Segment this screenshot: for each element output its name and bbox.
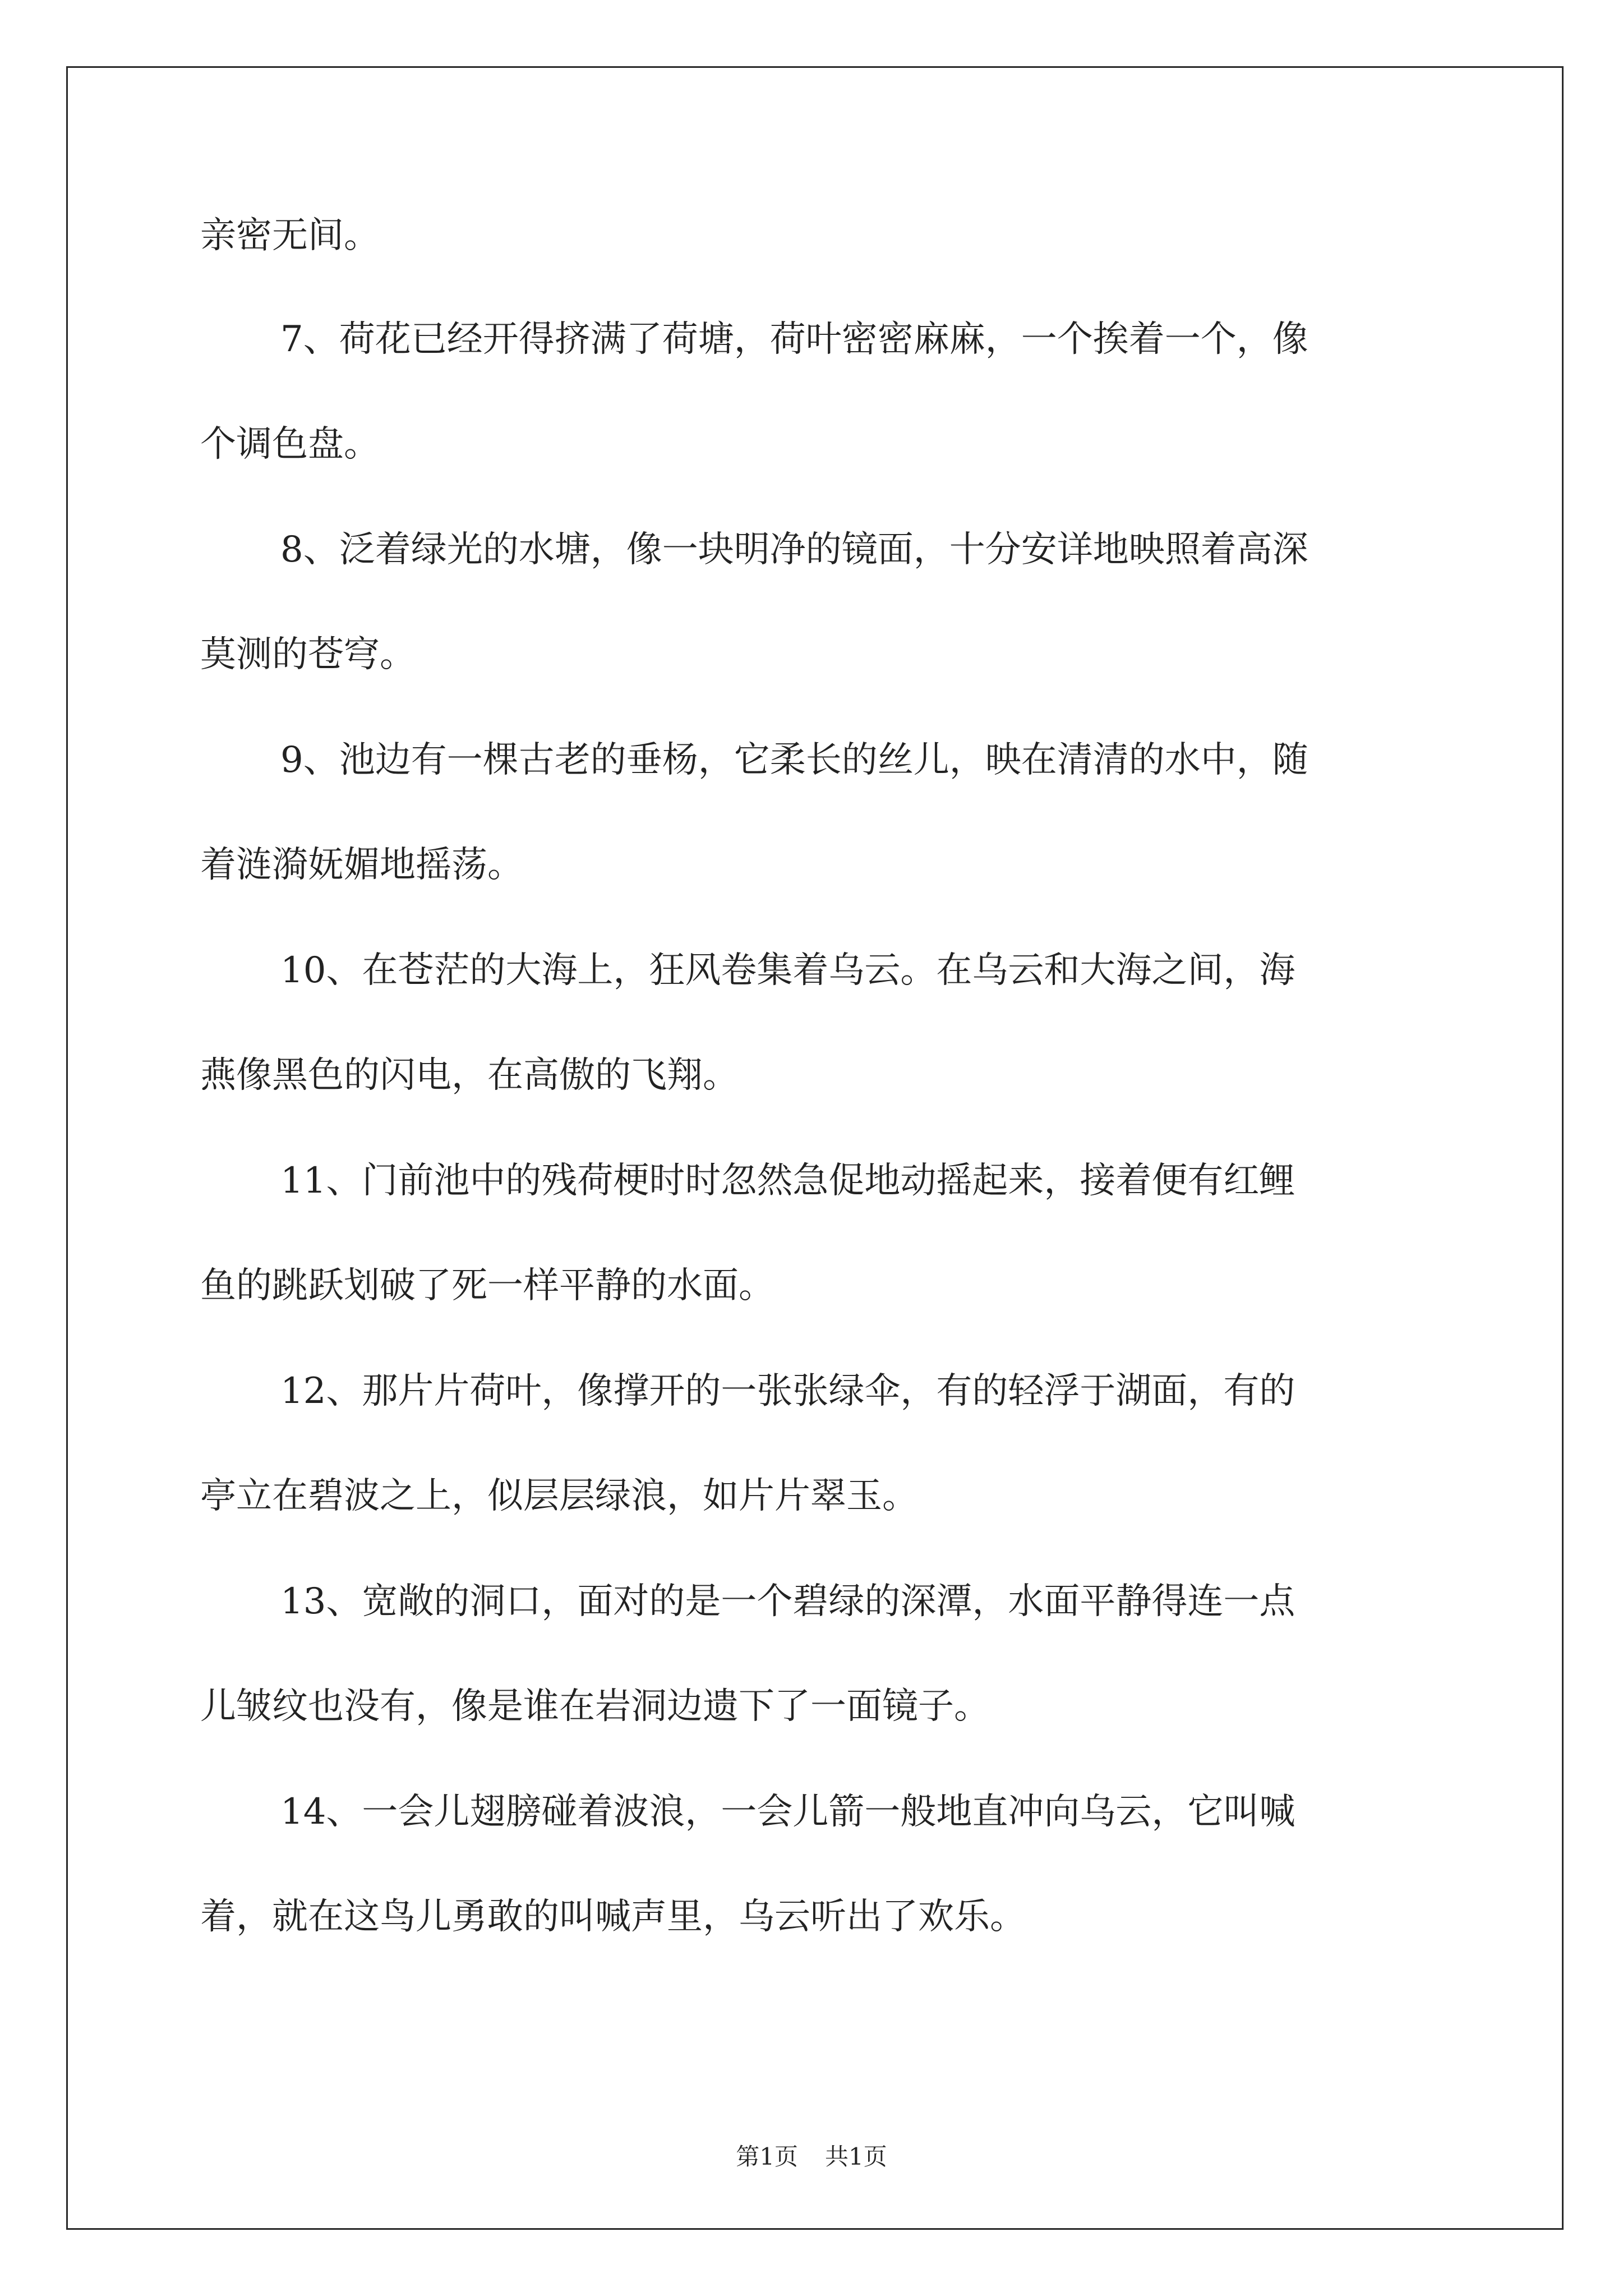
page-number-total: 共1页 xyxy=(825,2143,887,2170)
text-line: 儿皱纹也没有，像是谁在岩洞边遗下了一面镜子。 xyxy=(200,1686,990,1727)
text-line: 亲密无间。 xyxy=(200,215,380,256)
text-line: 鱼的跳跃划破了死一样平静的水面。 xyxy=(200,1265,774,1306)
text-line: 14、一会儿翅膀碰着波浪，一会儿箭一般地直冲向乌云，它叫喊 xyxy=(280,1791,1295,1833)
text-line: 8、泛着绿光的水塘，像一块明净的镜面，十分安详地映照着高深 xyxy=(280,529,1308,570)
text-line: 莫测的苍穹。 xyxy=(200,634,416,675)
page-footer xyxy=(0,2143,1623,2171)
text-line: 亭立在碧波之上，似层层绿浪，如片片翠玉。 xyxy=(200,1475,918,1517)
text-line: 个调色盘。 xyxy=(200,424,380,465)
text-line: 12、那片片荷叶，像撑开的一张张绿伞，有的轻浮于湖面，有的 xyxy=(280,1370,1295,1412)
text-line: 13、宽敞的洞口，面对的是一个碧绿的深潭，水面平静得连一点 xyxy=(280,1581,1295,1622)
text-line: 着涟漪妩媚地摇荡。 xyxy=(200,844,523,886)
text-line: 燕像黑色的闪电，在高傲的飞翔。 xyxy=(200,1055,739,1096)
page-number-current: 第1页 xyxy=(736,2143,798,2170)
text-line: 10、在苍茫的大海上，狂风卷集着乌云。在乌云和大海之间，海 xyxy=(280,950,1295,991)
text-line: 着，就在这鸟儿勇敢的叫喊声里，乌云听出了欢乐。 xyxy=(200,1896,1026,1938)
text-line: 9、池边有一棵古老的垂杨，它柔长的丝儿，映在清清的水中，随 xyxy=(280,739,1308,781)
text-line: 11、门前池中的残荷梗时时忽然急促地动摇起来，接着便有红鲤 xyxy=(280,1160,1295,1202)
text-line: 7、荷花已经开得挤满了荷塘，荷叶密密麻麻，一个挨着一个，像 xyxy=(280,319,1308,360)
